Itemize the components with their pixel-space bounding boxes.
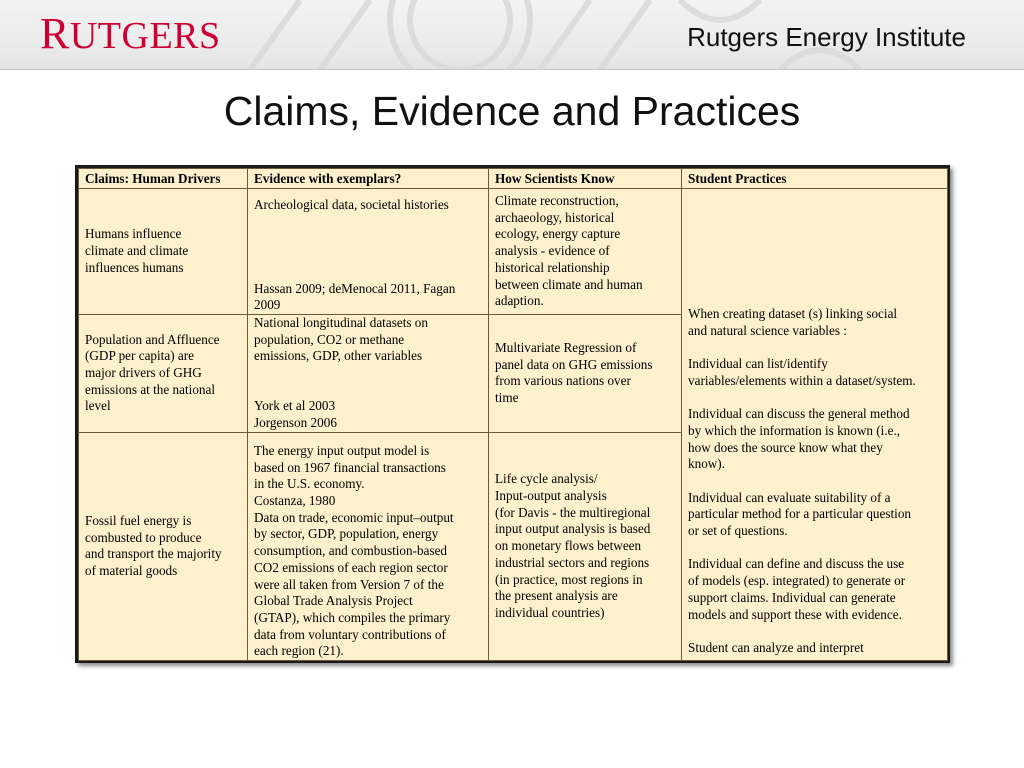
column-header: Claims: Human Drivers <box>79 169 248 189</box>
column-header: Student Practices <box>682 169 948 189</box>
claim-cell: Humans influence climate and climate influences humans <box>79 189 248 315</box>
table-row <box>79 189 948 315</box>
method-cell: Multivariate Regression of panel data on GHG emissions from various nations over time <box>489 314 682 432</box>
table-header-row <box>79 169 948 189</box>
rutgers-logo: RUTGERS <box>40 9 221 58</box>
practices-cell: When creating dataset (s) linking social and natural science variables : Individual can list/identify variables/elements within a dataset/system. Individual can discuss the general method by which the information is known (i.e., how does the source know what they know). Individual can evaluate suitability of a particular method for a particular question or set of questions. Individual can define and discuss the use of models (esp. integrated) to generate or support claims. Individual can generate models and support these with evidence. Student can analyze and interpret <box>682 189 948 661</box>
evidence-cell: National longitudinal datasets on population, CO2 or methane emissions, GDP, other variables York et al 2003 Jorgenson 2006 <box>248 314 489 432</box>
claims-evidence-table <box>78 168 948 661</box>
header-banner <box>0 0 1024 70</box>
slide-title: Claims, Evidence and Practices <box>223 88 801 134</box>
claims-table-frame <box>75 165 950 663</box>
claim-cell: Population and Affluence (GDP per capita) are major drivers of GHG emissions at the national level <box>79 314 248 432</box>
evidence-cell: Archeological data, societal histories Hassan 2009; deMenocal 2011, Fagan 2009 <box>248 189 489 315</box>
method-cell: Life cycle analysis/ Input-output analysis (for Davis - the multiregional input output analysis is based on monetary flows between industrial sectors and regions (in practice, most regions in the present analysis are individual countries) <box>489 432 682 660</box>
column-header: How Scientists Know <box>489 169 682 189</box>
evidence-cell: The energy input output model is based on 1967 financial transactions in the U.S. economy. Costanza, 1980 Data on trade, economic input–output by sector, GDP, population, energy consumption, and combustion-based CO2 emissions of each region sector were all taken from Version 7 of the Global Trade Analysis Project (GTAP), which compiles the primary data from voluntary contributions of each region (21). <box>248 432 489 660</box>
method-cell: Climate reconstruction, archaeology, historical ecology, energy capture analysis - evidence of historical relationship between climate and human adaption. <box>489 189 682 315</box>
column-header: Evidence with exemplars? <box>248 169 489 189</box>
institute-name: Rutgers Energy Institute <box>687 22 966 52</box>
claim-cell: Fossil fuel energy is combusted to produce and transport the majority of material goods <box>79 432 248 660</box>
